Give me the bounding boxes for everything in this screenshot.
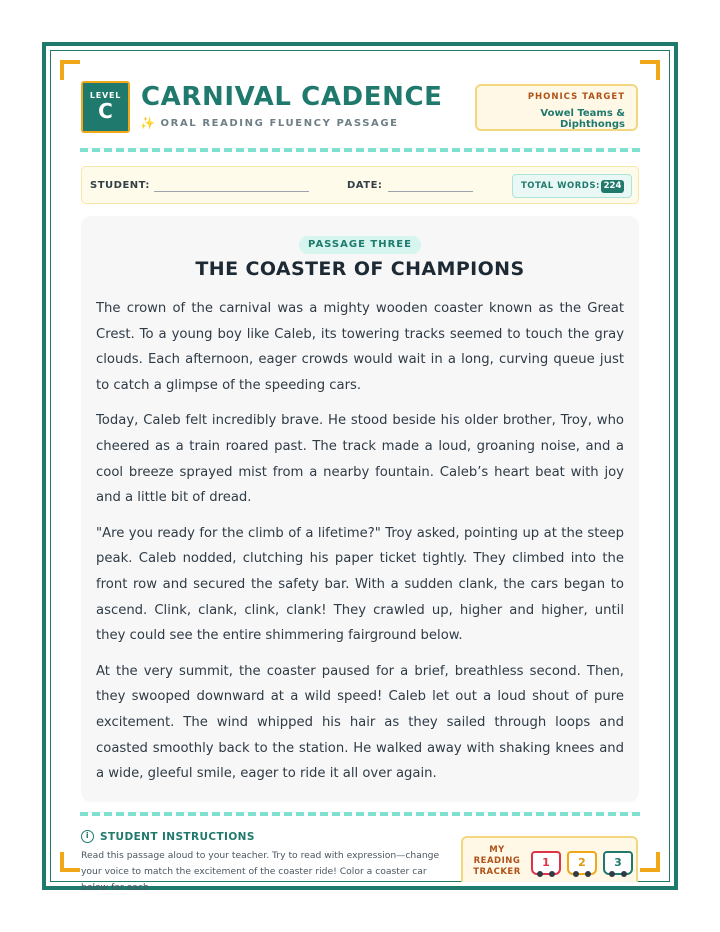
worksheet-subtitle <box>140 116 399 130</box>
wheel-icon <box>537 871 543 877</box>
level-badge <box>81 81 130 133</box>
instructions-text: Read this passage aloud to your teacher. Try to read with expression—change your voice to match the excitement of the coaster ride! Color a coaster car below for each <box>81 850 440 893</box>
tracker-label-line-3: TRACKER <box>473 867 521 877</box>
dashed-divider-top <box>80 148 640 152</box>
dashed-divider-bottom <box>80 812 640 816</box>
coaster-car-number: 2 <box>578 856 586 869</box>
corner-accent-bottom-right <box>640 852 660 872</box>
level-label: LEVEL <box>89 91 122 100</box>
wheel-icon <box>621 871 627 877</box>
coaster-car-1[interactable] <box>531 851 561 875</box>
tracker-label-line-2: READING <box>473 856 521 866</box>
passage-paragraph-2: Today, Caleb felt incredibly brave. He stood beside his older brother, Troy, who cheered as a train roared past. The track made a loud, groaning noise, and a cool breeze sprayed mist from a nearby fountain. Caleb’s heart beat with joy and a little bit of dread. <box>96 413 624 506</box>
level-value: C <box>98 99 113 123</box>
coaster-car-2[interactable] <box>567 851 597 875</box>
corner-accent-top-left <box>60 60 80 80</box>
coaster-car-number: 3 <box>614 856 622 869</box>
passage-tag: PASSAGE THREE <box>299 236 421 254</box>
info-icon: i <box>81 830 94 843</box>
phonics-target-box <box>475 84 638 131</box>
passage-paragraph-4: At the very summit, the coaster paused for a brief, breathless second. Then, they swooped downward at a wild speed! Caleb let out a loud shout of pure excitement. The wind whipped his hair as they sailed through loops and coasted smoothly back to the station. He walked away with shaking knees and a wide, gleeful smile, eager to ride it all over again. <box>96 663 624 782</box>
tracker-label <box>467 845 527 878</box>
coaster-car-number: 1 <box>542 856 550 869</box>
reading-tracker <box>461 836 638 882</box>
tracker-label-line-1: MY <box>489 845 505 855</box>
passage-body <box>96 296 624 797</box>
passage-paragraph-1: The crown of the carnival was a mighty wooden coaster known as the Great Crest. To a young boy like Caleb, its towering tracks seemed to touch the gray clouds. Each afternoon, eager crowds would wait in a long, curving queue just to catch a glimpse of the speeding cars. <box>96 301 624 393</box>
date-label: DATE: <box>347 180 383 191</box>
corner-accent-top-right <box>640 60 660 80</box>
passage-panel <box>81 216 639 802</box>
instructions-heading-text: STUDENT INSTRUCTIONS <box>100 830 255 843</box>
subtitle-text: ORAL READING FLUENCY PASSAGE <box>160 117 399 129</box>
coaster-car-3[interactable] <box>603 851 633 875</box>
student-name-line[interactable] <box>154 191 309 192</box>
student-label: STUDENT: <box>90 180 150 191</box>
passage-paragraph-3: "Are you ready for the climb of a lifetime?" Troy asked, pointing up at the steep peak. Caleb nodded, clutching his paper ticket tightly. They climbed into the front row and secured the safety bar. With a sudden clank, the cars began to ascend. Clink, clank, clink, clank! They crawled up, higher and higher, until they could see the entire shimmering fairground below. <box>96 525 624 644</box>
passage-title: THE COASTER OF CHAMPIONS <box>195 258 525 280</box>
wheel-icon <box>549 871 555 877</box>
corner-accent-bottom-left <box>60 852 80 872</box>
total-words-count: 224 <box>601 180 624 193</box>
date-line[interactable] <box>388 191 473 192</box>
instructions-heading <box>81 830 255 843</box>
worksheet-title: CARNIVAL CADENCE <box>141 82 443 112</box>
total-words-label: TOTAL WORDS: <box>521 181 600 191</box>
phonics-target-label: PHONICS TARGET <box>527 92 625 102</box>
phonics-target-value: Vowel Teams & Diphthongs <box>540 108 625 130</box>
wheel-icon <box>585 871 591 877</box>
wheel-icon <box>573 871 579 877</box>
wheel-icon <box>609 871 615 877</box>
student-info-row <box>81 166 639 204</box>
sparkle-icon: ✨ <box>140 116 157 130</box>
total-words-box <box>512 174 632 198</box>
